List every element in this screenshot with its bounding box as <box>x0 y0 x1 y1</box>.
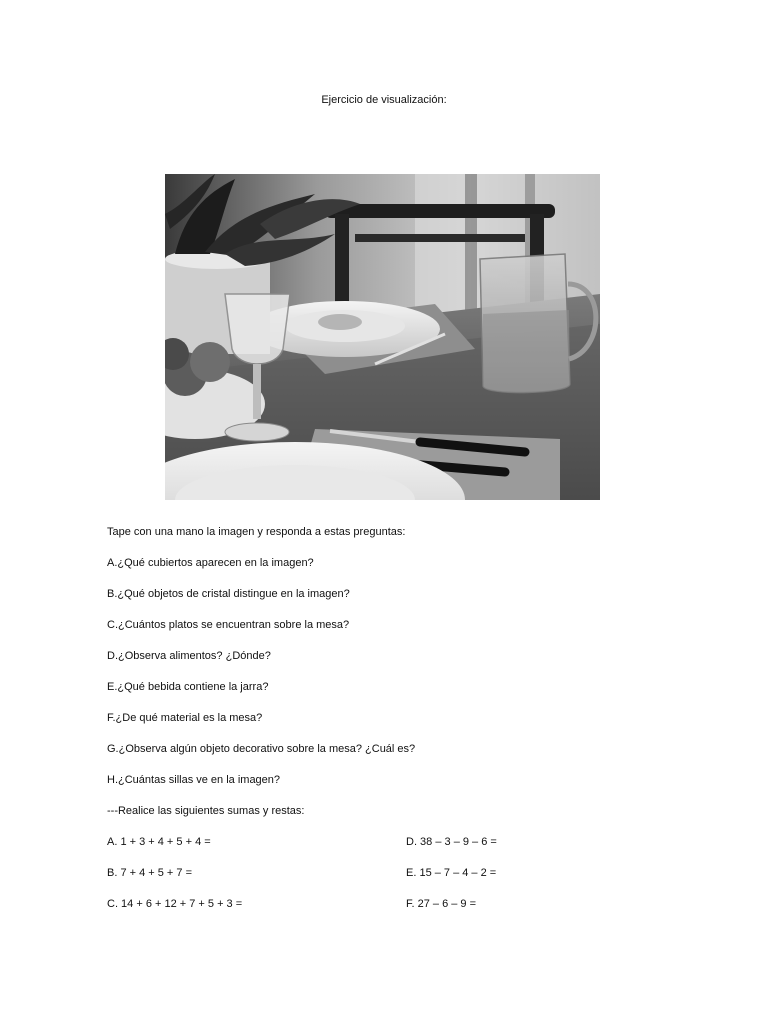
subtraction-f: F. 27 – 6 – 9 = <box>406 898 477 910</box>
question-h: H.¿Cuántas sillas ve en la imagen? <box>107 774 281 786</box>
instruction-text: Tape con una mano la imagen y responda a estas preguntas: <box>107 526 406 538</box>
question-b: B.¿Qué objetos de cristal distingue en la imagen? <box>107 588 350 600</box>
table-setting-photo <box>165 174 600 500</box>
subtraction-d: D. 38 – 3 – 9 – 6 = <box>406 836 497 848</box>
page-title: Ejercicio de visualización: <box>321 94 447 106</box>
table-setting-illustration <box>165 174 600 500</box>
sum-a: A. 1 + 3 + 4 + 5 + 4 = <box>107 836 211 848</box>
subtraction-e: E. 15 – 7 – 4 – 2 = <box>406 867 497 879</box>
question-g: G.¿Observa algún objeto decorativo sobre la mesa? ¿Cuál es? <box>107 743 416 755</box>
sum-c: C. 14 + 6 + 12 + 7 + 5 + 3 = <box>107 898 243 910</box>
question-f: F.¿De qué material es la mesa? <box>107 712 263 724</box>
question-a: A.¿Qué cubiertos aparecen en la imagen? <box>107 557 314 569</box>
question-c: C.¿Cuántos platos se encuentran sobre la mesa? <box>107 619 350 631</box>
question-e: E.¿Qué bebida contiene la jarra? <box>107 681 269 693</box>
sum-b: B. 7 + 4 + 5 + 7 = <box>107 867 193 879</box>
question-d: D.¿Observa alimentos? ¿Dónde? <box>107 650 271 662</box>
math-heading: ---Realice las siguientes sumas y restas: <box>107 805 305 817</box>
